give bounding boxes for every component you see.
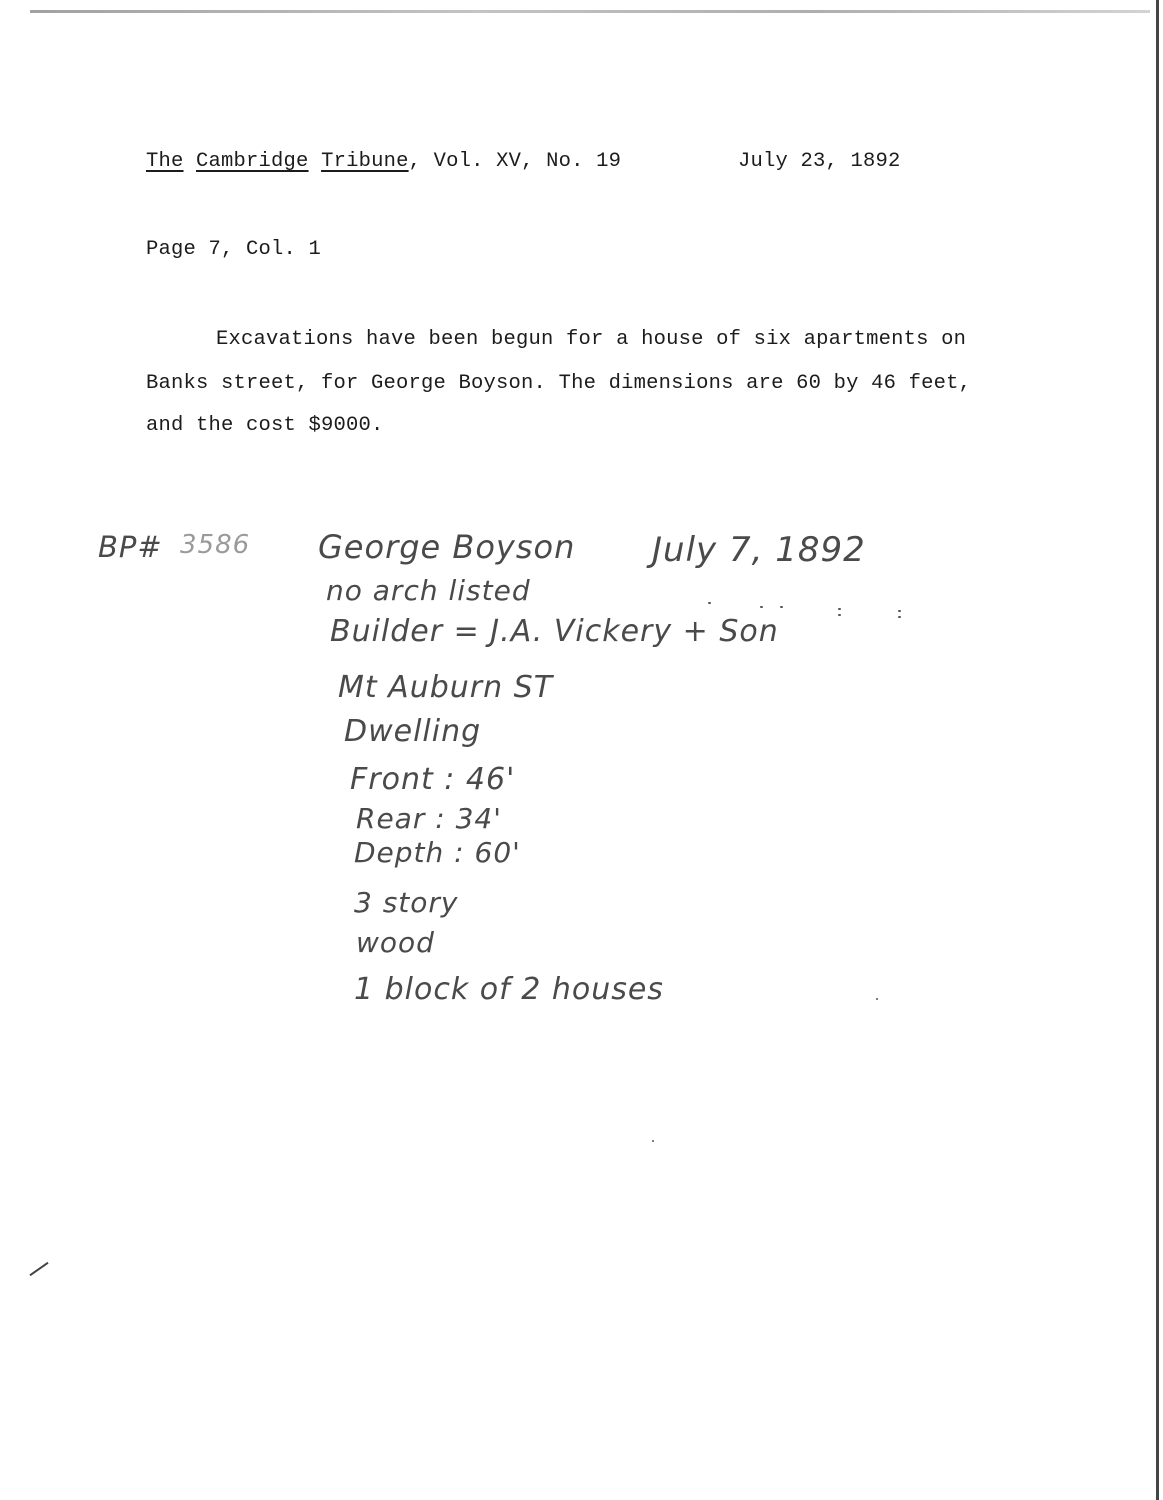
page-left-mark bbox=[29, 1262, 48, 1276]
block-note: 1 block of 2 houses bbox=[354, 972, 664, 1007]
bp-number: 3586 bbox=[180, 530, 251, 560]
permit-date: July 7, 1892 bbox=[652, 530, 866, 570]
material-note: wood bbox=[356, 926, 435, 959]
ink-speck bbox=[876, 998, 878, 1000]
page-right-edge bbox=[1156, 0, 1159, 1500]
article-line-1: Excavations have been begun for a house of six apartments on bbox=[216, 328, 967, 351]
ink-speck bbox=[898, 610, 901, 612]
ink-speck bbox=[652, 1140, 654, 1142]
front-dimension: Front : 46' bbox=[350, 762, 516, 797]
owner-name: George Boyson bbox=[318, 528, 576, 566]
newspaper-name-cambridge: Cambridge bbox=[196, 150, 309, 173]
ink-speck bbox=[708, 602, 711, 604]
citation-header bbox=[146, 150, 621, 173]
architect-note: no arch listed bbox=[326, 574, 531, 607]
page-location: Page 7, Col. 1 bbox=[146, 238, 322, 261]
ink-speck bbox=[780, 606, 783, 608]
issue-info: , Vol. XV, No. 19 bbox=[408, 150, 622, 173]
ink-speck bbox=[898, 616, 901, 618]
builder-note: Builder = J.A. Vickery + Son bbox=[330, 614, 779, 649]
ink-speck bbox=[760, 606, 763, 608]
street-note: Mt Auburn ST bbox=[338, 670, 554, 705]
newspaper-name-tribune: Tribune bbox=[321, 150, 409, 173]
publication-date: July 23, 1892 bbox=[738, 150, 901, 173]
bp-label: BP# bbox=[98, 530, 163, 564]
ink-speck bbox=[838, 614, 841, 616]
newspaper-name-the: The bbox=[146, 150, 184, 173]
stories-note: 3 story bbox=[354, 886, 459, 919]
article-line-3: and the cost $9000. bbox=[146, 414, 384, 437]
rear-dimension: Rear : 34' bbox=[356, 802, 502, 835]
ink-speck bbox=[838, 608, 841, 610]
depth-dimension: Depth : 60' bbox=[354, 836, 521, 869]
building-type: Dwelling bbox=[344, 714, 482, 749]
article-line-2: Banks street, for George Boyson. The dimensions are 60 by 46 feet, bbox=[146, 372, 972, 395]
page-top-edge bbox=[30, 10, 1150, 13]
